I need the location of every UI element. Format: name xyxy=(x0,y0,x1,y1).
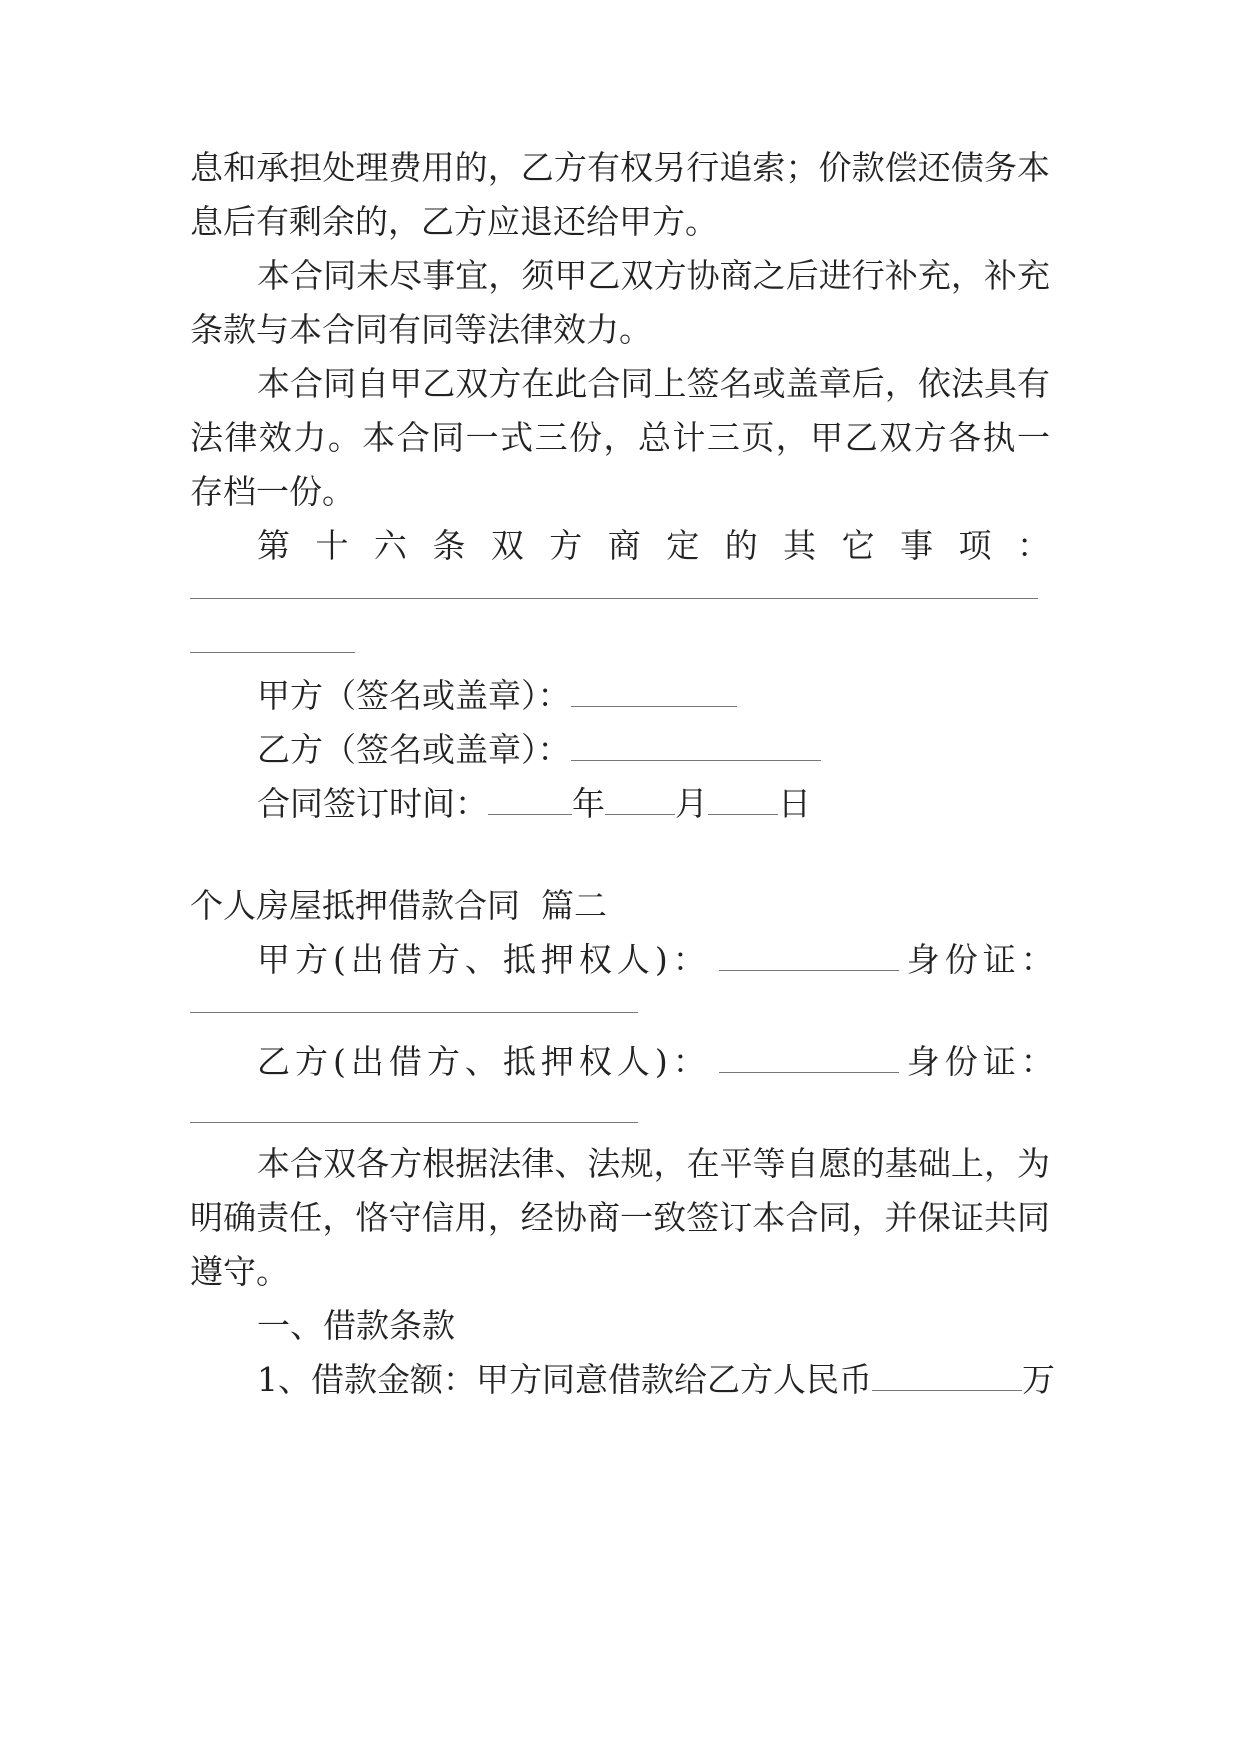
paragraph-line: 息和承担处理费用的，乙方有权另行追索；价款偿还债务本 xyxy=(190,148,1050,187)
paragraph-line: 息后有剩余的，乙方应退还给甲方。 xyxy=(190,202,718,241)
paragraph-line: 本合同自甲乙双方在此合同上签名或盖章后，依法具有 xyxy=(257,364,1050,403)
party-b-role: 乙方(出借方、抵押权人)： xyxy=(257,1042,711,1081)
party-a-signature xyxy=(257,676,1050,716)
section2-party-b xyxy=(257,1042,1059,1082)
sign-date-label: 合同签订时间： xyxy=(257,784,488,823)
clause-heading: 一、借款条款 xyxy=(257,1306,455,1345)
id-label: 身份证： xyxy=(906,940,1059,979)
year-label: 年 xyxy=(572,784,605,823)
paragraph-line: 本合同未尽事宜，须甲乙双方协商之后进行补充，补充 xyxy=(257,256,1050,295)
section2-party-a xyxy=(257,940,1059,980)
party-b-name-blank xyxy=(719,1044,899,1073)
loan-amount-row xyxy=(257,1360,1055,1400)
loan-amount-label: 1、借款金额：甲方同意借款给乙方人民币 xyxy=(257,1360,872,1399)
party-a-name-blank xyxy=(719,942,899,971)
party-a-role: 甲方(出借方、抵押权人)： xyxy=(257,940,711,979)
loan-amount-unit: 万 xyxy=(1022,1360,1055,1399)
id-blank-line xyxy=(190,1122,638,1123)
paragraph-line: 遵守。 xyxy=(190,1252,289,1291)
day-blank xyxy=(708,786,778,815)
party-a-label: 甲方（签名或盖章）： xyxy=(257,676,571,715)
sign-date-row xyxy=(257,784,1050,824)
loan-amount-blank xyxy=(872,1362,1022,1391)
party-b-label: 乙方（签名或盖章）： xyxy=(257,730,571,769)
id-label: 身份证： xyxy=(906,1042,1059,1081)
month-label: 月 xyxy=(675,784,708,823)
id-blank-line xyxy=(190,1012,638,1013)
day-label: 日 xyxy=(778,784,811,823)
paragraph-line: 明确责任，恪守信用，经协商一致签订本合同，并保证共同 xyxy=(190,1198,1050,1237)
paragraph-line: 法律效力。本合同一式三份，总计三页，甲乙双方各执一 xyxy=(190,418,1050,457)
year-blank xyxy=(488,786,572,815)
section-title: 个人房屋抵押借款合同 篇二 xyxy=(190,886,607,925)
blank-line xyxy=(190,598,1038,599)
blank-line xyxy=(190,652,355,653)
month-blank xyxy=(605,786,675,815)
party-b-signature xyxy=(257,730,1050,770)
paragraph-line: 条款与本合同有同等法律效力。 xyxy=(190,310,652,349)
paragraph-line: 本合双各方根据法律、法规，在平等自愿的基础上，为 xyxy=(257,1144,1050,1183)
party-b-blank xyxy=(571,732,821,761)
article-heading: 第十六条双方商定的其它事项： xyxy=(257,526,1050,565)
paragraph-line: 存档一份。 xyxy=(190,472,355,511)
party-a-blank xyxy=(571,678,737,707)
